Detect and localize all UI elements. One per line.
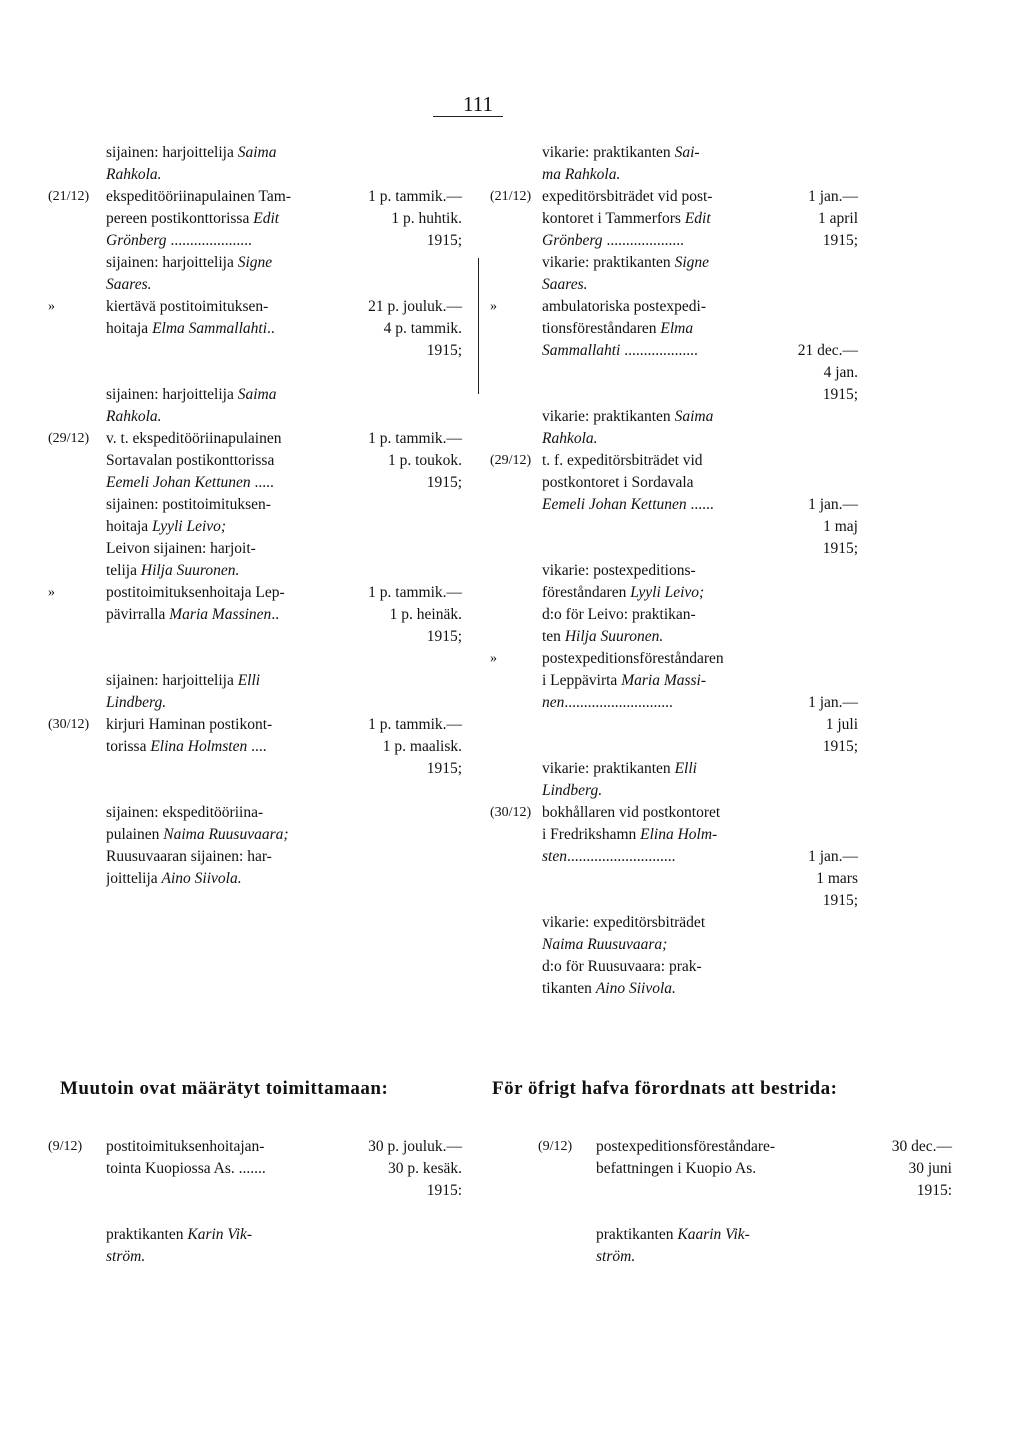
entry-text-line: befattningen i Kuopio As. [596, 1160, 757, 1177]
register-entry [490, 802, 1024, 912]
register-entry [0, 582, 480, 648]
entry-text-line: Naima Ruusuvaara; [542, 936, 668, 953]
finnish-section-heading: Muutoin ovat määrätyt toimittamaan: [60, 1078, 389, 1099]
entry-date-mark: » [490, 651, 497, 666]
entry-text-line: expeditörsbiträdet vid post- [542, 188, 713, 205]
entry-text-line: Sortavalan postikonttorissa [106, 452, 275, 469]
entry-date-line: 1915; [426, 474, 462, 491]
entry-text-line: Saares. [106, 276, 152, 293]
register-entry [0, 670, 480, 714]
entry-text-line: sten............................ [542, 848, 676, 865]
register-entry [0, 494, 480, 582]
entry-text-line: Lindberg. [106, 694, 167, 711]
entry-date-line [782, 472, 858, 494]
entry-text-line: postkontoret i Sordavala [542, 474, 694, 491]
entry-date-line: 1 p. tammik.— [368, 188, 462, 205]
entry-date-line: 1 p. maalisk. [382, 738, 462, 755]
register-entry [490, 406, 1024, 450]
entry-text-line: kiertävä postitoimituksen- [106, 298, 269, 315]
entry-text-line: Eemeli Johan Kettunen ...... [542, 496, 714, 513]
entry-date-line: 1 p. tammik.— [368, 584, 462, 601]
entry-date-line: 4 jan. [823, 364, 858, 381]
entry-date-line [782, 318, 858, 340]
entry-text-line: Eemeli Johan Kettunen ..... [106, 474, 274, 491]
entry-text-line: hoitaja Elma Sammallahti.. [106, 320, 275, 337]
entry-date-mark: » [48, 299, 55, 314]
finnish-bottom-block [0, 1136, 480, 1268]
finnish-column [0, 142, 480, 890]
entry-date-line [782, 802, 858, 824]
entry-text-line: vikarie: praktikanten Sai- [542, 144, 700, 161]
entry-text-line: pävirralla Maria Massinen.. [106, 606, 280, 623]
entry-text-line: praktikanten Kaarin Vik- [596, 1226, 750, 1243]
entry-text-line: sijainen: harjoittelija Elli [106, 672, 261, 689]
entry-date-line: 1 jan.— [808, 848, 858, 865]
entry-date-line: 1 april [817, 210, 858, 227]
register-entry [0, 1224, 480, 1268]
entry-date-line: 30 p. kesäk. [387, 1160, 462, 1177]
entry-text-line: sijainen: harjoittelija Saima [106, 144, 277, 161]
register-entry [490, 912, 1024, 1000]
entry-date-line [782, 824, 858, 846]
entry-text-line: tionsföreståndaren Elma [542, 320, 694, 337]
entry-text-line: t. f. expeditörsbiträdet vid [542, 452, 703, 469]
entry-date-mark: (30/12) [48, 717, 90, 732]
register-entry [490, 296, 1024, 406]
entry-text-line: Ruusuvaaran sijainen: har- [106, 848, 272, 865]
entry-date-line [782, 670, 858, 692]
entry-text-line: ma Rahkola. [542, 166, 621, 183]
entry-text-line: Saares. [542, 276, 588, 293]
entry-text-line: v. t. ekspeditööriinapulainen [106, 430, 282, 447]
entry-date-line: 1915; [822, 386, 858, 403]
swedish-bottom-block [490, 1136, 1024, 1268]
entry-date-line: 1 maj [823, 518, 858, 535]
entry-date-mark: (29/12) [48, 431, 90, 446]
entry-date-line: 1 p. toukok. [387, 452, 462, 469]
entry-text-line: Grönberg ..................... [106, 232, 252, 249]
swedish-column [490, 142, 1024, 1000]
entry-text-line: nen............................ [542, 694, 673, 711]
entry-text-line: Leivon sijainen: harjoit- [106, 540, 256, 557]
entry-text-line: kirjuri Haminan postikont- [106, 716, 273, 733]
entry-text-line: pereen postikonttorissa Edit [106, 210, 280, 227]
entry-date-mark: (9/12) [538, 1139, 573, 1154]
entry-date-line: 1915: [426, 1182, 462, 1199]
entry-text-line: ambulatoriska postexpedi- [542, 298, 706, 315]
entry-date-line: 30 p. jouluk.— [368, 1138, 462, 1155]
register-entry [0, 428, 480, 494]
entry-text-line: i Leppävirta Maria Massi- [542, 672, 707, 689]
entry-date-line: 1 jan.— [808, 694, 858, 711]
entry-text-line: postitoimituksenhoitajan- [106, 1138, 265, 1155]
entry-date-mark: (29/12) [490, 453, 532, 468]
register-entry [490, 186, 1024, 252]
entry-date-line: 1915: [916, 1182, 952, 1199]
entry-date-mark: (21/12) [490, 189, 532, 204]
page-number-rule [433, 116, 503, 117]
register-entry [490, 1136, 1024, 1202]
register-entry [0, 714, 480, 780]
entry-text-line: vikarie: expeditörsbiträdet [542, 914, 706, 931]
register-entry [490, 252, 1024, 296]
entry-text-line: Grönberg .................... [542, 232, 684, 249]
entry-text-line: postexpeditionsföreståndaren [542, 650, 724, 667]
entry-date-line: 1 p. tammik.— [368, 430, 462, 447]
entry-text-line: joittelija Aino Siivola. [106, 870, 242, 887]
entry-text-line: d:o för Leivo: praktikan- [542, 606, 696, 623]
entry-date-mark: » [48, 585, 55, 600]
register-entry [0, 142, 480, 186]
entry-text-line: Sammallahti ................... [542, 342, 698, 359]
entry-date-line: 1 p. heinäk. [389, 606, 462, 623]
entry-text-line: sijainen: harjoittelija Signe [106, 254, 273, 271]
register-entry [0, 186, 480, 252]
register-entry [0, 1136, 480, 1202]
entry-date-line: 21 p. jouluk.— [368, 298, 462, 315]
entry-text-line: sijainen: ekspeditööriina- [106, 804, 264, 821]
entry-text-line: postitoimituksenhoitaja Lep- [106, 584, 285, 601]
entry-text-line: tointa Kuopiossa As. ....... [106, 1160, 266, 1177]
register-entry [0, 802, 480, 890]
entry-text-line: praktikanten Karin Vik- [106, 1226, 253, 1243]
entry-text-line: vikarie: praktikanten Signe [542, 254, 709, 271]
entry-date-mark: » [490, 299, 497, 314]
entry-text-line: Lindberg. [542, 782, 603, 799]
entry-date-line [782, 648, 858, 670]
entry-date-line: 1915; [822, 540, 858, 557]
entry-date-mark: (9/12) [48, 1139, 83, 1154]
register-entry [0, 252, 480, 296]
entry-date-line: 1 mars [816, 870, 858, 887]
entry-date-line: 1915; [822, 738, 858, 755]
entry-date-mark: (30/12) [490, 805, 532, 820]
register-entry [490, 450, 1024, 560]
entry-date-line: 1915; [822, 232, 858, 249]
entry-date-line: 1 jan.— [808, 188, 858, 205]
entry-date-line: 1915; [426, 232, 462, 249]
entry-text-line: hoitaja Lyyli Leivo; [106, 518, 227, 535]
entry-text-line: föreståndaren Lyyli Leivo; [542, 584, 705, 601]
page-number: 111 [463, 92, 493, 116]
entry-text-line: kontoret i Tammerfors Edit [542, 210, 711, 227]
entry-text-line: pulainen Naima Ruusuvaara; [106, 826, 289, 843]
entry-text-line: sijainen: harjoittelija Saima [106, 386, 277, 403]
entry-text-line: torissa Elina Holmsten .... [106, 738, 267, 755]
entry-text-line: vikarie: praktikanten Saima [542, 408, 714, 425]
register-entry [490, 560, 1024, 648]
entry-text-line: vikarie: praktikanten Elli [542, 760, 697, 777]
entry-text-line: ström. [106, 1248, 146, 1265]
entry-date-line: 1915; [426, 760, 462, 777]
register-entry [490, 648, 1024, 758]
entry-text-line: tikanten Aino Siivola. [542, 980, 676, 997]
entry-date-line: 1 juli [825, 716, 858, 733]
entry-date-line: 1915; [822, 892, 858, 909]
register-entry [0, 384, 480, 428]
entry-text-line: Rahkola. [542, 430, 598, 447]
register-entry [490, 142, 1024, 186]
entry-date-line: 1 jan.— [808, 496, 858, 513]
entry-date-line [782, 450, 858, 472]
entry-text-line: vikarie: postexpeditions- [542, 562, 696, 579]
register-entry [0, 296, 480, 362]
register-entry [490, 758, 1024, 802]
entry-text-line: sijainen: postitoimituksen- [106, 496, 271, 513]
entry-text-line: bokhållaren vid postkontoret [542, 804, 721, 821]
entry-text-line: ten Hilja Suuronen. [542, 628, 664, 645]
entry-text-line: Rahkola. [106, 408, 162, 425]
entry-date-line: 1 p. tammik.— [368, 716, 462, 733]
entry-text-line: d:o för Ruusuvaara: prak- [542, 958, 702, 975]
entry-text-line: ström. [596, 1248, 636, 1265]
entry-date-line: 1915; [426, 628, 462, 645]
entry-date-line: 30 dec.— [891, 1138, 952, 1155]
entry-text-line: postexpeditionsföreståndare- [596, 1138, 776, 1155]
entry-text-line: i Fredrikshamn Elina Holm- [542, 826, 718, 843]
register-entry [490, 1224, 1024, 1268]
entry-text-line: telija Hilja Suuronen. [106, 562, 240, 579]
entry-text-line: ekspeditööriinapulainen Tam- [106, 188, 292, 205]
swedish-section-heading: För öfrigt hafva förordnats att bestrida: [492, 1078, 838, 1099]
entry-text-line: Rahkola. [106, 166, 162, 183]
entry-date-line [782, 296, 858, 318]
entry-date-line: 30 juni [908, 1160, 952, 1177]
entry-date-line: 4 p. tammik. [383, 320, 462, 337]
entry-date-line: 21 dec.— [797, 342, 858, 359]
entry-date-line: 1 p. huhtik. [391, 210, 462, 227]
entry-date-line: 1915; [426, 342, 462, 359]
entry-date-mark: (21/12) [48, 189, 90, 204]
